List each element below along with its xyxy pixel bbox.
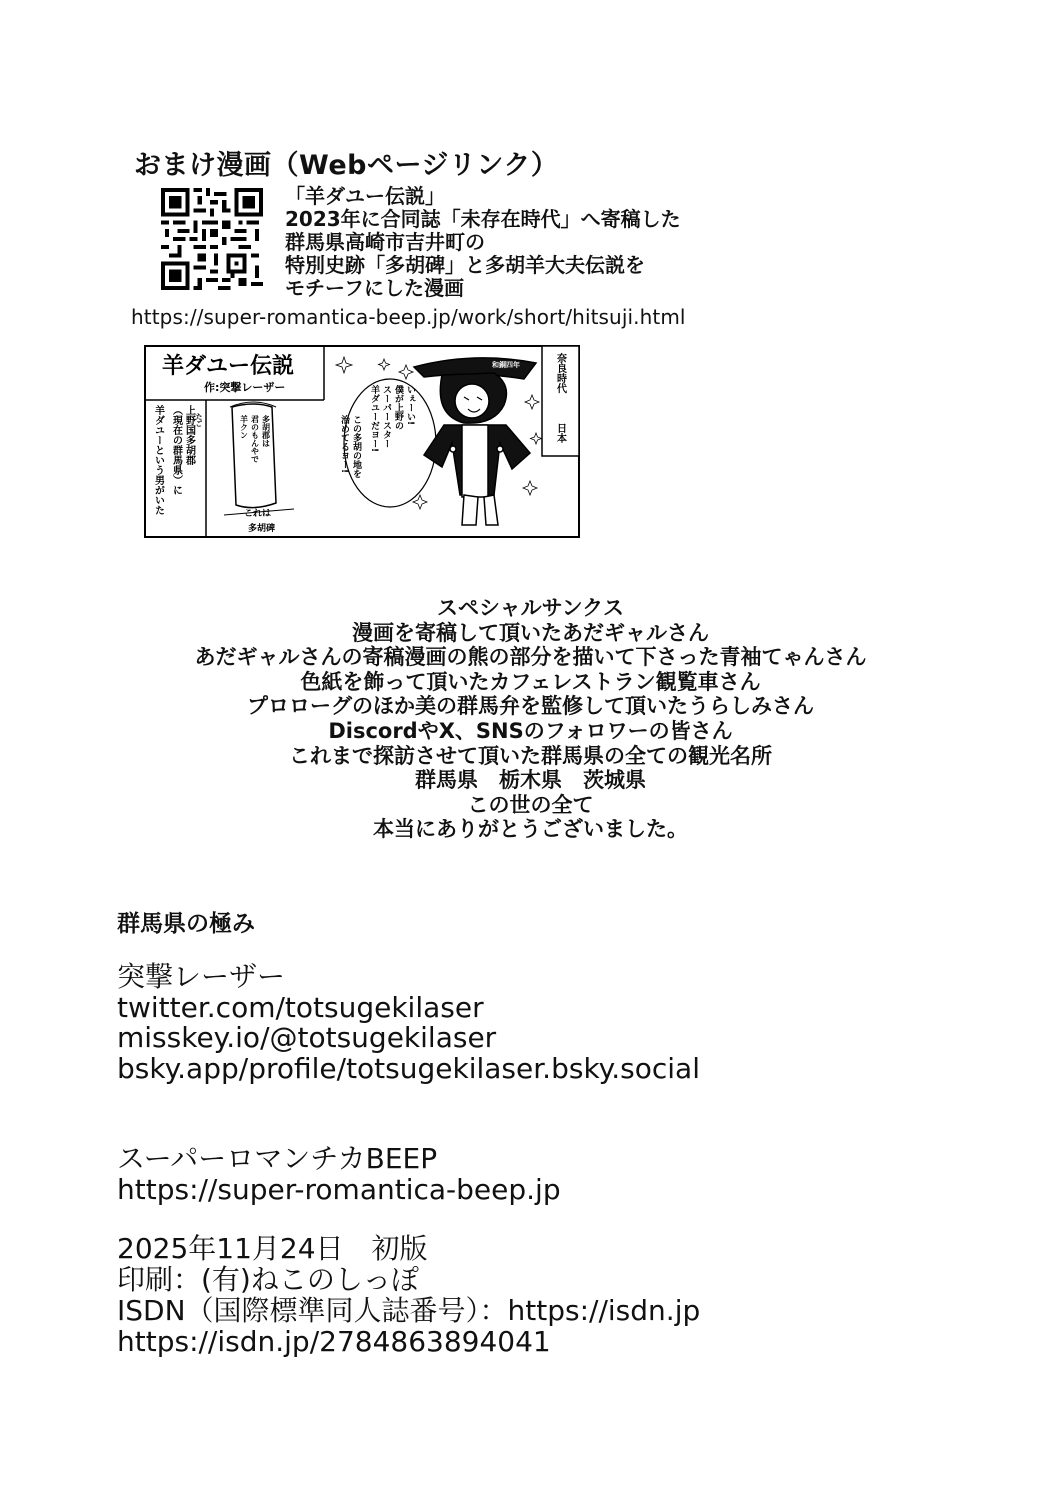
twitter-link[interactable]: twitter.com/totsugekilaser (117, 990, 484, 1024)
group-block (117, 1143, 561, 1205)
speech-line: この多胡の地を (351, 415, 361, 478)
printer-info: 印刷：(有)ねこのしっぽ (117, 1263, 419, 1296)
thanks-line: あだギャルさんの寄稿漫画の熊の部分を描いて下さった青袖てゃんさん (194, 645, 867, 670)
isdn-url-link[interactable]: https://isdn.jp/2784863894041 (117, 1325, 551, 1358)
thanks-line: この世の全て (467, 792, 594, 817)
thanks-line: 色紙を飾って頂いたカフェレストラン観覧車さん (300, 669, 761, 694)
group-url-link[interactable]: https://super-romantica-beep.jp (117, 1173, 561, 1206)
furigana-text: たご (195, 413, 203, 427)
publication-info (117, 1233, 700, 1357)
thanks-line: DiscordやX、SNSのフォロワーの皆さん (328, 718, 733, 743)
page-title: おまけ漫画（Webページリンク） (134, 150, 559, 181)
thanks-line: これまで探訪させて頂いた群馬県の全ての観光名所 (289, 743, 772, 768)
stone-caption: これは (244, 509, 272, 519)
description-line: 群馬県高崎市吉井町の (285, 230, 485, 254)
thanks-line: 本当にありがとうございました。 (373, 817, 688, 842)
isdn-label: ISDN（国際標準同人誌番号）：https://isdn.jp (117, 1294, 701, 1327)
stone-caption: 多胡碑 (248, 524, 276, 534)
speech-line: 羊ダユーだヨー! (369, 385, 379, 453)
misskey-link[interactable]: misskey.io/@totsugekilaser (117, 1021, 497, 1054)
author-name: 突撃レーザー (117, 960, 286, 993)
qr-code-icon[interactable] (161, 188, 263, 290)
description-line: 2023年に合同誌「未存在時代」へ寄稿した (285, 207, 681, 231)
speech-line: いぇーい! (405, 385, 415, 426)
stone-line: 羊クン (239, 415, 249, 439)
description-line: モチーフにした漫画 (285, 276, 464, 300)
author-block (117, 962, 700, 1084)
thanks-line: プロローグのほか美の群馬弁を監修して頂いたうらしみさん (247, 694, 814, 719)
stone-line: 多胡郡は (261, 415, 271, 447)
group-name: スーパーロマンチカBEEP (117, 1142, 438, 1175)
description-line: 特別史跡「多胡碑」と多胡羊大夫伝説を (285, 253, 645, 277)
edition-date: 2025年11月24日 初版 (117, 1232, 428, 1265)
comic-description (285, 185, 681, 300)
description-line: 「羊ダユー伝説」 (285, 184, 445, 208)
comic-title: 羊ダユー伝説 (162, 354, 295, 379)
narration-line: 羊ダユーという男がいた (152, 405, 164, 515)
narration-line: 上野国多胡郡 (183, 405, 195, 465)
speech-line: スーパースター (381, 385, 391, 448)
stone-line: 君のもんやで (250, 415, 260, 463)
speech-line: 僕が上野の (393, 385, 403, 430)
thanks-line: 群馬県 栃木県 茨城県 (415, 768, 646, 793)
thanks-line: スペシャルサンクス (437, 596, 624, 620)
comic-byline: 作:突撃レーザー (204, 381, 286, 394)
thanks-line: 漫画を寄稿して頂いたあだギャルさん (352, 620, 709, 645)
speech-line: 治めてるヨー! (339, 415, 349, 474)
narration-line: 奈良時代 (554, 353, 566, 393)
book-title: 群馬県の極み (117, 911, 255, 937)
narration-line: （現在の群馬県）に (170, 405, 182, 495)
narration-line: 日本 (554, 423, 566, 443)
bluesky-link[interactable]: bsky.app/profile/totsugekilaser.bsky.social (117, 1051, 700, 1085)
comic-preview (144, 345, 580, 538)
comic-url-link[interactable]: https://super-romantica-beep.jp/work/short/hitsuji.html (131, 305, 686, 329)
special-thanks (0, 596, 1061, 842)
hat-text: 和銅四年 (492, 361, 520, 369)
